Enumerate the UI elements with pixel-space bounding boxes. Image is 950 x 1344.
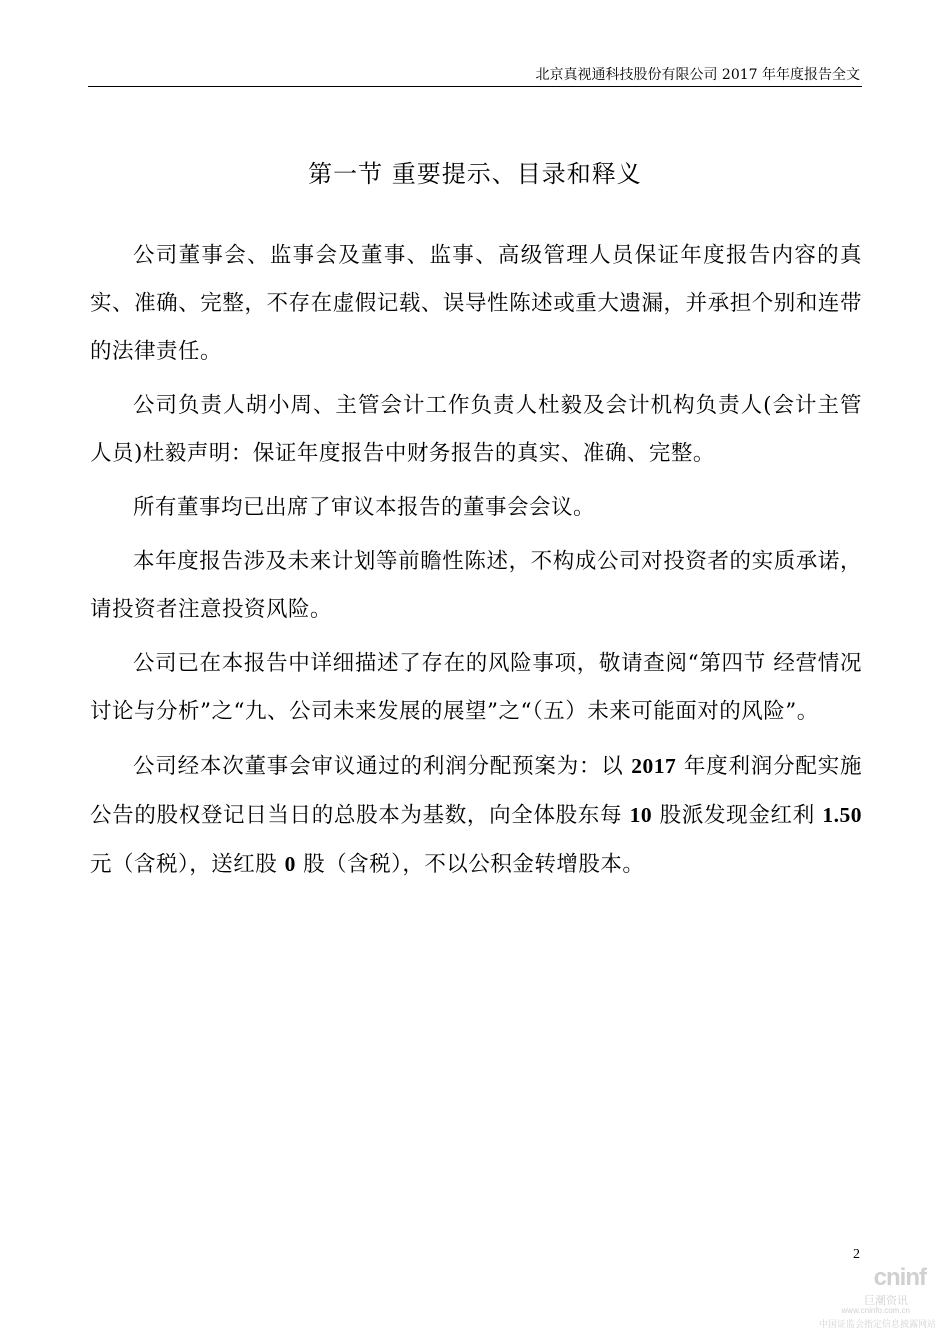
section-title: 第一节 重要提示、目录和释义 [308, 160, 642, 188]
paragraph-dividend [90, 742, 862, 889]
running-header: 北京真视通科技股份有限公司 2017 年年度报告全文 [535, 67, 860, 83]
cninfo-watermark [818, 1264, 936, 1334]
dividend-text-1: 公司经本次董事会审议通过的利润分配预案为：以 [133, 754, 632, 779]
paragraph-attendance: 所有董事均已出席了审议本报告的董事会会议。 [133, 495, 596, 520]
paragraph-responsibility: 公司董事会、监事会及董事、监事、高级管理人员保证年度报告内容的真实、准确、完整，不存在虚假记载、误导性陈述或重大遗漏，并承担个别和连带的法律责任。 [90, 243, 862, 364]
dividend-year: 2017 [631, 754, 677, 778]
page-number: 2 [853, 1247, 860, 1262]
header-divider [88, 86, 862, 87]
dividend-text-5: 股（含税），不以公积金转增股本。 [295, 852, 645, 877]
paragraph-declaration: 公司负责人胡小周、主管会计工作负责人杜毅及会计机构负责人(会计主管人员)杜毅声明：保证年度报告中财务报告的真实、准确、完整。 [90, 393, 862, 466]
watermark-url: www.cninfo.com.cn [841, 1306, 910, 1315]
dividend-text-4: 元（含税），送红股 [90, 852, 285, 877]
dividend-bonus-shares: 0 [284, 852, 296, 876]
dividend-text-2: 年度利润分配实施公告的股权登记日当日的总股本为基数，向全体股东每 [90, 754, 862, 828]
watermark-logo: cninf [873, 1264, 926, 1291]
body-text [90, 232, 862, 895]
paragraph-forward-looking: 本年度报告涉及未来计划等前瞻性陈述，不构成公司对投资者的实质承诺，请投资者注意投资风险。 [90, 549, 862, 622]
paragraph-risk: 公司已在本报告中详细描述了存在的风险事项，敬请查阅“第四节 经营情况讨论与分析”之“九、公司未来发展的展望”之“（五）未来可能面对的风险”。 [90, 651, 862, 724]
dividend-text-3: 股派发现金红利 [652, 803, 823, 828]
dividend-per-shares: 10 [629, 803, 653, 827]
dividend-cash-amount: 1.50 [822, 803, 863, 827]
watermark-subtitle: 巨潮资讯 [864, 1295, 908, 1307]
watermark-org: 中国证监会指定信息披露网站 [818, 1319, 936, 1329]
